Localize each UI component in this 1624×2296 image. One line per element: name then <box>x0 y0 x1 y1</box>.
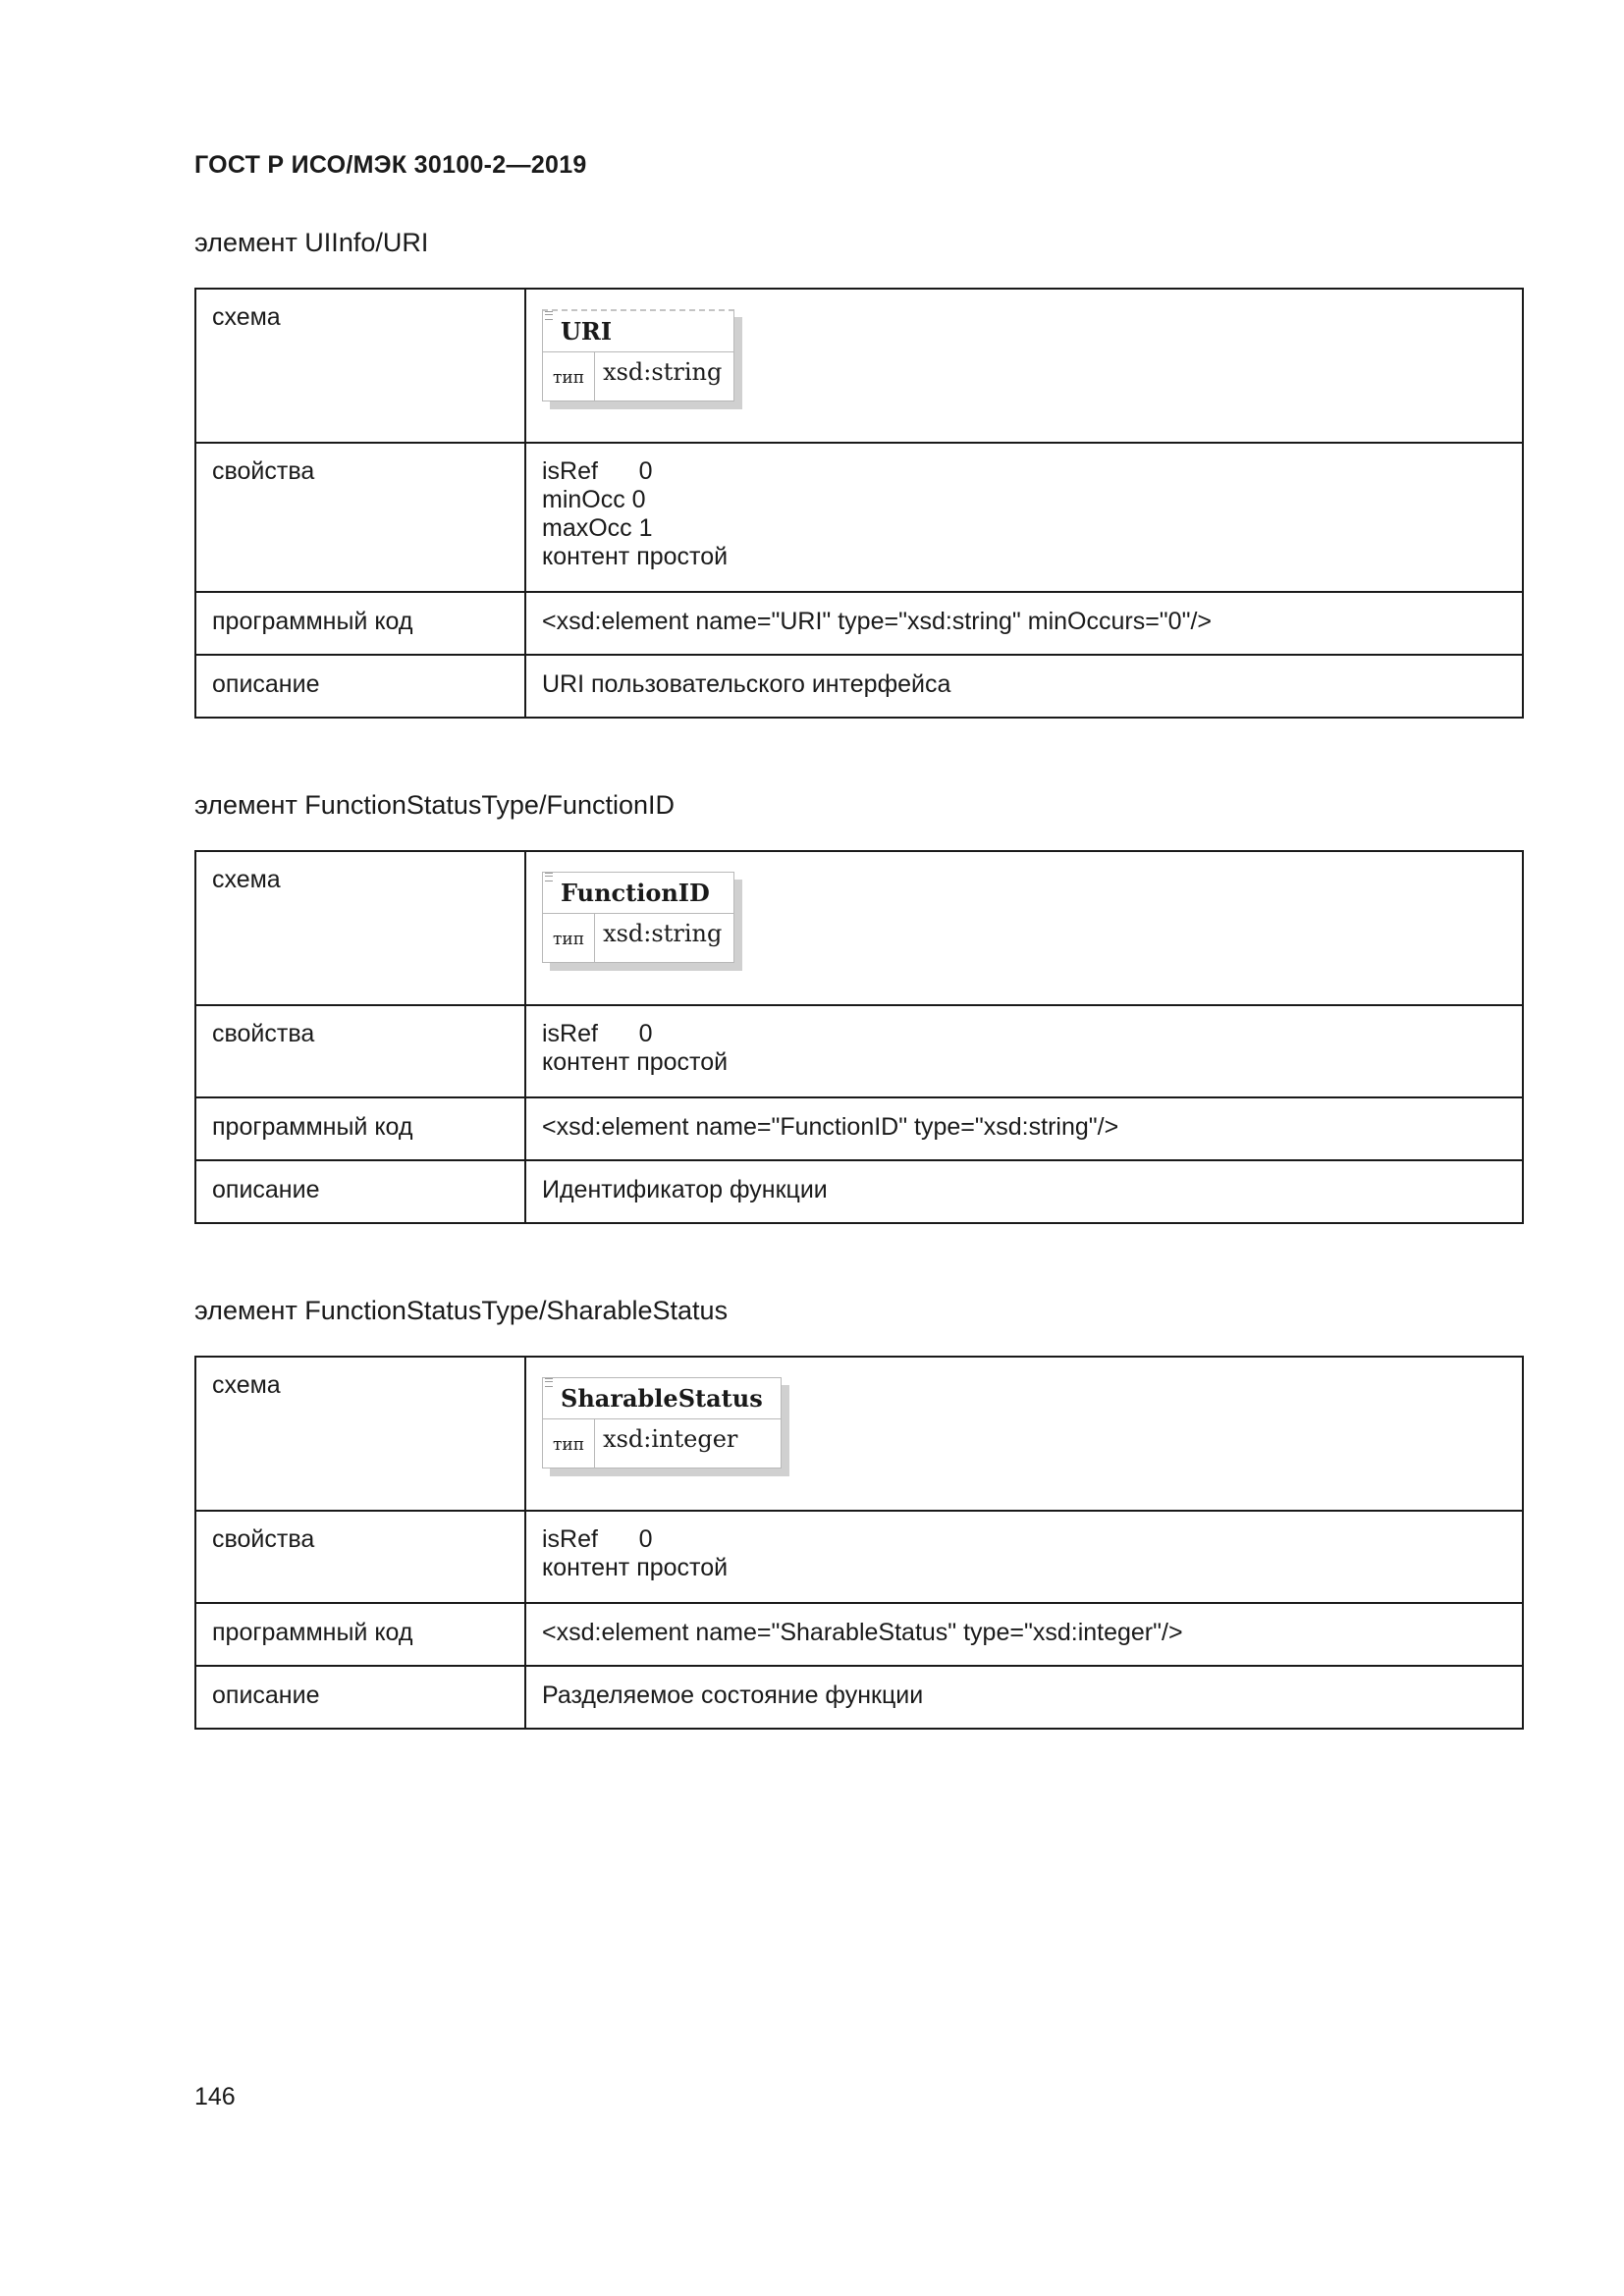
code-row <box>195 1097 1523 1160</box>
xsd-type-row <box>543 352 733 400</box>
section-title-uri: элемент UIInfo/URI <box>194 228 429 257</box>
element-table-uri <box>194 288 1524 719</box>
properties-label: свойства <box>195 1511 525 1603</box>
document-header: ГОСТ Р ИСО/МЭК 30100-2—2019 <box>194 151 587 179</box>
xsd-type-label: тип <box>543 1419 595 1468</box>
annotation-icon <box>545 1378 553 1387</box>
description-row <box>195 1160 1523 1223</box>
description-value: Разделяемое состояние функции <box>525 1666 1523 1729</box>
section-title-functionid: элемент FunctionStatusType/FunctionID <box>194 790 676 820</box>
schema-row <box>195 851 1523 1005</box>
schema-cell <box>525 851 1523 1005</box>
xsd-element-name: FunctionID <box>543 873 733 914</box>
code-label: программный код <box>195 592 525 655</box>
xsd-type-label: тип <box>543 914 595 962</box>
description-label: описание <box>195 1160 525 1223</box>
xsd-element-box <box>542 309 734 401</box>
schema-cell <box>525 289 1523 443</box>
xsd-diagram <box>542 1377 782 1468</box>
schema-row <box>195 289 1523 443</box>
xsd-diagram <box>542 309 734 401</box>
description-label: описание <box>195 655 525 718</box>
xsd-type-row <box>543 914 733 962</box>
property-line: maxOcc 1 <box>542 514 653 542</box>
schema-cell <box>525 1357 1523 1511</box>
properties-cell <box>525 1005 1523 1097</box>
description-label: описание <box>195 1666 525 1729</box>
element-table-sharablestatus <box>194 1356 1524 1730</box>
xsd-element-name: SharableStatus <box>543 1378 781 1419</box>
description-value: Идентификатор функции <box>525 1160 1523 1223</box>
xsd-element-box <box>542 1377 782 1468</box>
annotation-icon <box>545 311 553 320</box>
properties-label: свойства <box>195 1005 525 1097</box>
properties-row <box>195 443 1523 592</box>
schema-label: схема <box>195 289 525 443</box>
properties-row <box>195 1005 1523 1097</box>
xsd-type-value: xsd:string <box>603 920 723 947</box>
xsd-diagram <box>542 872 734 963</box>
property-line: isRef 0 <box>542 457 653 485</box>
description-value: URI пользовательского интерфейса <box>525 655 1523 718</box>
property-line: isRef 0 <box>542 1020 653 1047</box>
property-line: isRef 0 <box>542 1525 653 1553</box>
property-line: контент простой <box>542 1048 729 1076</box>
xsd-element-box <box>542 872 734 963</box>
code-value: <xsd:element name="URI" type="xsd:string" minOccurs="0"/> <box>525 592 1523 655</box>
element-table-functionid <box>194 850 1524 1224</box>
schema-label: схема <box>195 851 525 1005</box>
code-row <box>195 592 1523 655</box>
xsd-type-row <box>543 1419 781 1468</box>
properties-cell <box>525 443 1523 592</box>
code-label: программный код <box>195 1097 525 1160</box>
property-line: minOcc 0 <box>542 486 646 513</box>
schema-row <box>195 1357 1523 1511</box>
code-row <box>195 1603 1523 1666</box>
properties-cell <box>525 1511 1523 1603</box>
annotation-icon <box>545 873 553 881</box>
section-title-sharablestatus: элемент FunctionStatusType/SharableStatus <box>194 1296 729 1325</box>
xsd-element-name: URI <box>543 311 733 352</box>
description-row <box>195 655 1523 718</box>
xsd-type-value: xsd:string <box>603 358 723 386</box>
property-line: контент простой <box>542 1554 729 1581</box>
property-line: контент простой <box>542 543 729 570</box>
xsd-type-label: тип <box>543 352 595 400</box>
code-value: <xsd:element name="SharableStatus" type="xsd:integer"/> <box>525 1603 1523 1666</box>
code-label: программный код <box>195 1603 525 1666</box>
schema-label: схема <box>195 1357 525 1511</box>
properties-label: свойства <box>195 443 525 592</box>
xsd-type-value: xsd:integer <box>603 1425 738 1453</box>
page-number: 146 <box>194 2083 236 2110</box>
description-row <box>195 1666 1523 1729</box>
properties-row <box>195 1511 1523 1603</box>
code-value: <xsd:element name="FunctionID" type="xsd:string"/> <box>525 1097 1523 1160</box>
